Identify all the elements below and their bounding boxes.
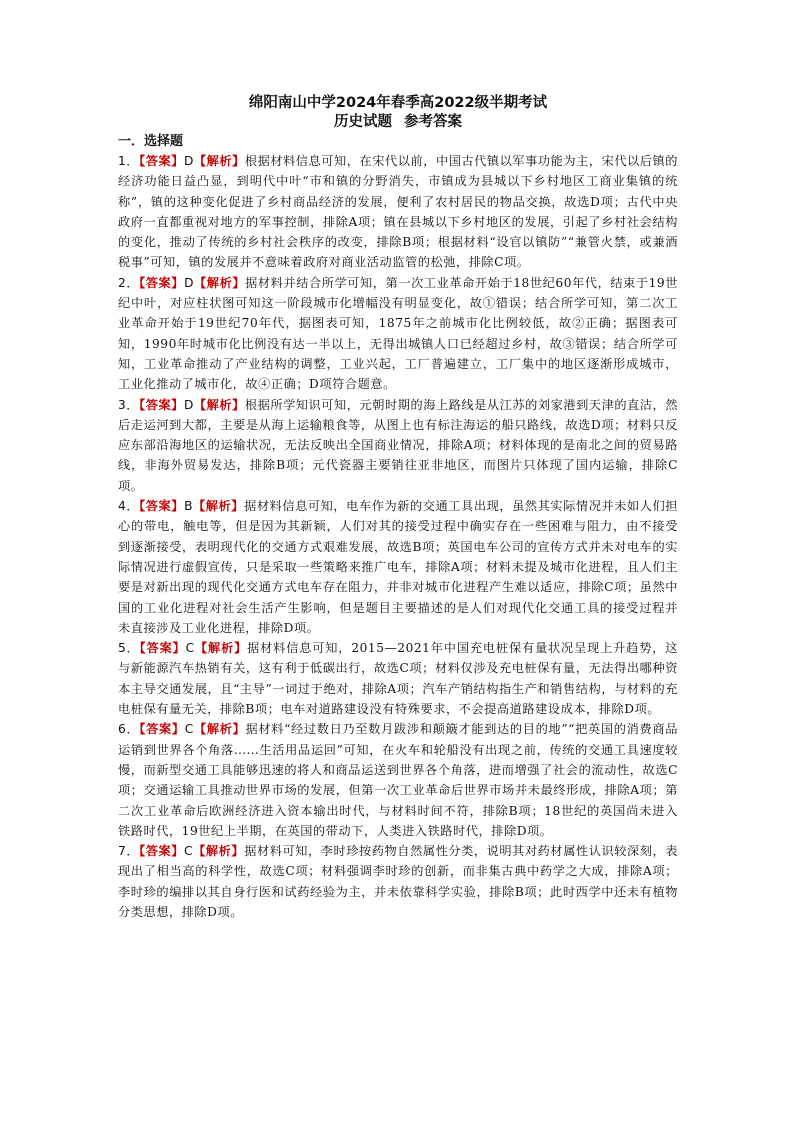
section-heading: 一．选择题 [118, 134, 184, 149]
analysis-text: 据材料并结合所学可知，第一次工业革命开始于18世纪60年代，结束于19世纪中叶，对应柱状图可知这一阶段城市化增幅没有明显变化，故①错误；结合所学可知，第二次工业革命开始于19世纪70年代，据图表可知，1875年之前城市化比例较低，故②正确；据图表可知，1990年时城市化比例没有达一半以上，无得出城镇人口已经超过乡村，故③错误；结合所学可知，工业革命推动了产业结构的调整，工业兴起，工厂普遍建立，工厂集中的地区逐渐形成城市，工业化推动了城市化，故④正确；D项符合题意。 [118, 275, 679, 392]
answer-key-label: 参考答案 [404, 114, 462, 130]
answer-tag: 【答案】 [139, 722, 185, 737]
answer-letter: D [184, 275, 195, 290]
subject-label: 历史试题 [334, 114, 392, 130]
analysis-text: 据材料信息可知，电车作为新的交通工具出现，虽然其实际情况并未如人们担心的带电，触电等，但是因为其新颖，人们对其的接受过程中确实存在一些困难与阻力，由不接受到逐渐接受，表明现代化的交通方式艰难发展，故选B项；英国电车公司的宣传方式并未对电车的实际情况进行虚假宣传，只是采取一些策略来推广电车，排除A项；材料未提及城市化进程，且人们主要是对新出现的现代化交通方式电车存在阻力，并非对城市化进程产生难以适应，排除C项；虽然中国的工业化进程对社会生活产生影响，但是题目主要描述的是人们对现代化交通工具的接受过程并未直接涉及工业化进程，排除D项。 [118, 499, 679, 635]
question-number: 3． [118, 397, 140, 412]
document-title: 绵阳南山中学2024年春季高2022级半期考试 [248, 95, 548, 111]
answer-letter: B [184, 499, 193, 514]
analysis-text: 据材料可知，李时珍按药物自然属性分类，说明其对药材属性认识较深刻，表现出了相当高的科学性，故选C项；材料强调李时珍的创新，而非集古典中药学之大成，排除A项；李时珍的编排以其自身行医和试药经验为主，并未依靠科学实验，排除B项；此时西学中还未有植物分类思想，排除D项。 [118, 844, 679, 919]
question-number: 5． [118, 641, 140, 656]
analysis-tag: 【解析】 [193, 154, 245, 168]
answer-item-2 [118, 273, 678, 395]
analysis-tag: 【解析】 [192, 499, 245, 514]
analysis-text: 据材料“经过数日乃至数月跋涉和颠簸才能到达的目的地”“把英国的消费商品运销到世界各个角落……生活用品运回”可知，在火车和轮船没有出现之前，传统的交通工具速度较慢，而新型交通工具能够迅速的将人和商品运送到世界各个角落，进而增强了社会的流动性，故选C项；交通运输工具推动世界市场的发展，但第一次工业革命后世界市场并未最终形成，排除A项；第二次工业革命后欧洲经济进入资本输出时代，与材料时间不符，排除B项；18世纪的英国尚未进入铁路时代，19世纪上半期，在英国的带动下，人类进入铁路时代，排除D项。 [118, 722, 679, 838]
answer-letter: C [184, 722, 194, 737]
analysis-text: 根据材料信息可知，在宋代以前，中国古代镇以军事功能为主，宋代以后镇的经济功能日益凸显，到明代中叶“市和镇的分野消失，市镇成为县城以下乡村地区工商业集镇的统称”，镇的这种变化促进了乡村商品经济的发展，便利了农村居民的物品交换，故选D项；古代中央政府一直都重视对地方的军事控制，排除A项；镇在县城以下乡村地区的发展，引起了乡村社会结构的变化，推动了传统的乡村社会秩序的改变，排除B项；根据材料“设官以镇防”“兼管火禁，或兼酒税事”可知，镇的发展并不意味着政府对商业活动监管的松弛，排除C项。 [118, 154, 679, 270]
document-subtitle [118, 113, 678, 132]
analysis-tag: 【解析】 [194, 641, 248, 656]
answer-letter: C [185, 641, 195, 656]
answer-sheet [118, 94, 678, 922]
question-number: 6． [118, 722, 140, 737]
analysis-text: 根据所学知识可知，元朝时期的海上路线是从江苏的刘家港到天津的直沽，然后走运河到大都，主要是从海上运输粮食等，从图上也有标注海运的船只路线，故选D项；材料只反应东部沿海地区的运输状况，无法反映出全国商业情况，排除A项；材料体现的是南北之间的贸易路线，非海外贸易发达，排除B项；元代瓷器主要销往亚非地区，而图片只体现了国内运输，排除C项。 [118, 397, 679, 493]
answer-item-3 [118, 395, 678, 496]
answer-item-5 [118, 638, 678, 719]
answer-tag: 【答案】 [139, 275, 185, 290]
question-number: 4． [118, 499, 140, 514]
question-number: 2． [118, 275, 140, 290]
answer-tag: 【答案】 [139, 641, 186, 656]
answer-tag: 【答案】 [139, 154, 184, 168]
answer-item-4 [118, 496, 678, 638]
question-number: 1． [118, 154, 140, 168]
analysis-text: 据材料信息可知，2015—2021年中国充电桩保有量状况呈现上升趋势，这与新能源汽车热销有关，这有利于低碳出行，故选C项；材料仅涉及充电桩保有量，无法得出哪种资本主导交通发展，且“主导”一词过于绝对，排除A项；汽车产销结构指生产和销售结构，与材料的充电桩保有量无关，排除B项；电车对道路建设没有特殊要求，不会提高道路建设成本，排除D项。 [118, 641, 678, 717]
answer-tag: 【答案】 [139, 499, 185, 514]
question-number: 7． [118, 844, 140, 859]
answer-item-1 [118, 151, 678, 273]
analysis-tag: 【解析】 [194, 275, 246, 290]
answer-item-7 [118, 841, 678, 922]
answer-tag: 【答案】 [139, 397, 184, 412]
answer-item-6 [118, 719, 678, 841]
analysis-tag: 【解析】 [193, 722, 246, 737]
analysis-tag: 【解析】 [193, 844, 245, 859]
answer-letter: D [183, 397, 194, 412]
analysis-tag: 【解析】 [193, 397, 245, 412]
answer-letter: D [183, 154, 194, 168]
answer-letter: C [184, 844, 194, 859]
answer-tag: 【答案】 [139, 844, 185, 859]
